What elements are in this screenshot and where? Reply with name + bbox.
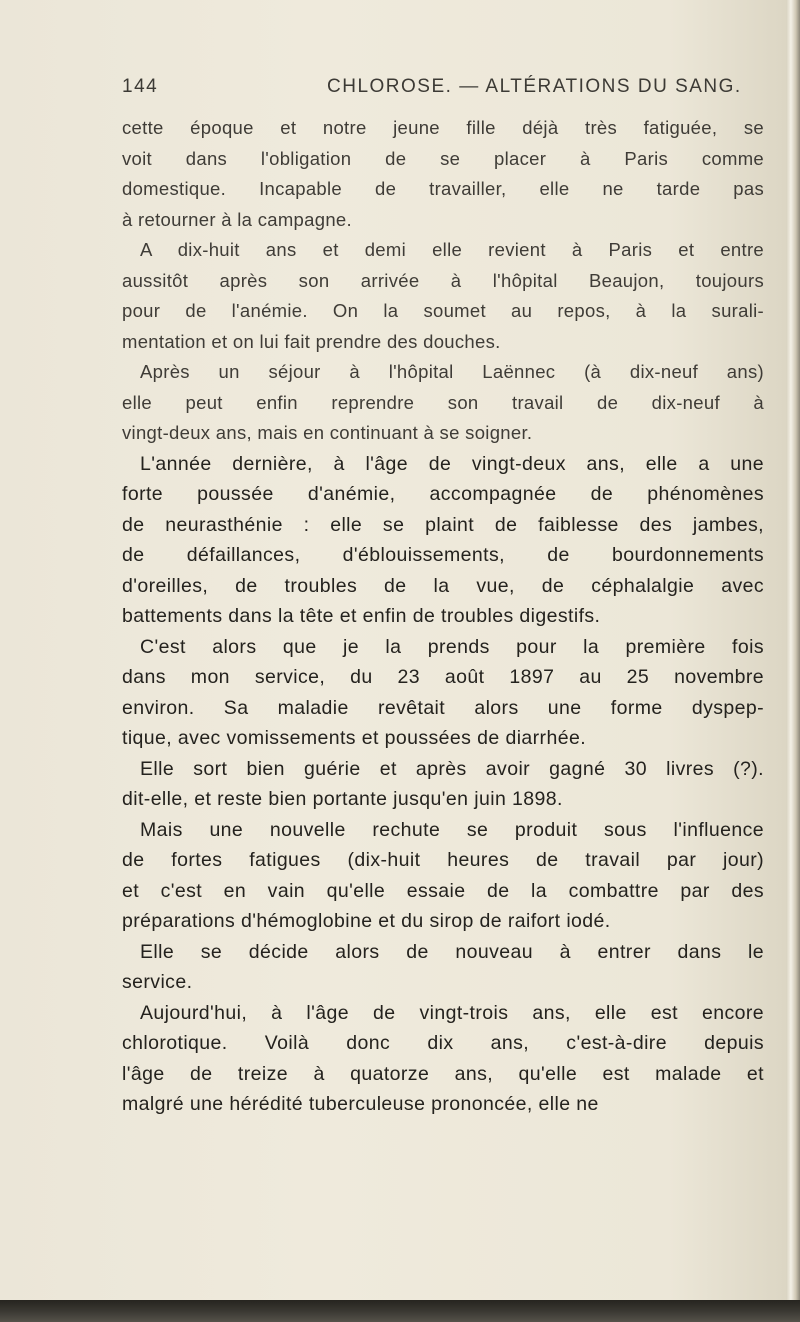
text-line: tique, avec vomissements et poussées de diarrhée. (122, 727, 587, 749)
text-line: dit-elle, et reste bien portante jusqu'en juin 1898. (122, 788, 563, 810)
text-line: de fortes fatigues (dix-huit heures de travail par jour) (122, 849, 764, 871)
text-line: chlorotique. Voilà donc dix ans, c'est-à-dire depuis (122, 1032, 764, 1054)
scan-bottom-border (0, 1300, 800, 1322)
page-number: 144 (122, 76, 159, 97)
text-line: de neurasthénie : elle se plaint de faiblesse des jambes, (122, 513, 764, 536)
text-line: voit dans l'obligation de se placer à Paris comme (122, 147, 764, 169)
paragraph-start-line: Aujourd'hui, à l'âge de vingt-trois ans, elle est encore (140, 1001, 764, 1024)
text-line: service. (122, 971, 193, 993)
text-line: battements dans la tête et enfin de troubles digestifs. (122, 605, 601, 627)
text-line: mentation et on lui fait prendre des douches. (122, 330, 501, 352)
text-line: cette époque et notre jeune fille déjà très fatiguée, se (122, 117, 764, 138)
text-line: à retourner à la campagne. (122, 208, 352, 230)
text-line: d'oreilles, de troubles de la vue, de céphalalgie avec (122, 574, 764, 597)
paragraph-start-line: C'est alors que je la prends pour la première fois (140, 635, 764, 658)
text-line: aussitôt après son arrivée à l'hôpital Beaujon, toujours (122, 269, 764, 291)
text-line: vingt-deux ans, mais en continuant à se soigner. (122, 422, 533, 443)
paragraph-start-line: Après un séjour à l'hôpital Laënnec (à dix-neuf ans) (140, 361, 764, 382)
text-line: préparations d'hémoglobine et du sirop de raifort iodé. (122, 910, 611, 932)
paragraph-start-line: Elle se décide alors de nouveau à entrer dans le (140, 940, 764, 963)
text-line: pour de l'anémie. On la soumet au repos, à la surali- (122, 300, 764, 321)
paragraph-start-line: A dix-huit ans et demi elle revient à Paris et entre (140, 239, 764, 260)
text-line: et c'est en vain qu'elle essaie de la combattre par des (122, 879, 764, 902)
text-line: environ. Sa maladie revêtait alors une forme dyspep- (122, 696, 764, 719)
page-header (122, 76, 762, 106)
text-line: forte poussée d'anémie, accompagnée de phénomènes (122, 483, 764, 505)
paragraph-start-line: Elle sort bien guérie et après avoir gagné 30 livres (?). (140, 757, 764, 780)
page-edge-shadow (786, 0, 800, 1322)
running-title: CHLOROSE. — ALTÉRATIONS DU SANG. (327, 76, 742, 97)
body-text (122, 113, 764, 1120)
text-line: malgré une hérédité tuberculeuse prononcée, elle ne (122, 1093, 599, 1115)
paragraph-start-line: Mais une nouvelle rechute se produit sous l'influence (140, 818, 764, 841)
text-line: l'âge de treize à quatorze ans, qu'elle est malade et (122, 1062, 764, 1085)
text-line: elle peut enfin reprendre son travail de dix-neuf à (122, 391, 764, 413)
text-line: de défaillances, d'éblouissements, de bourdonnements (122, 544, 764, 566)
paragraph-start-line: L'année dernière, à l'âge de vingt-deux ans, elle a une (140, 452, 764, 475)
text-line: domestique. Incapable de travailler, elle ne tarde pas (122, 178, 764, 199)
text-line: dans mon service, du 23 août 1897 au 25 novembre (122, 666, 764, 688)
